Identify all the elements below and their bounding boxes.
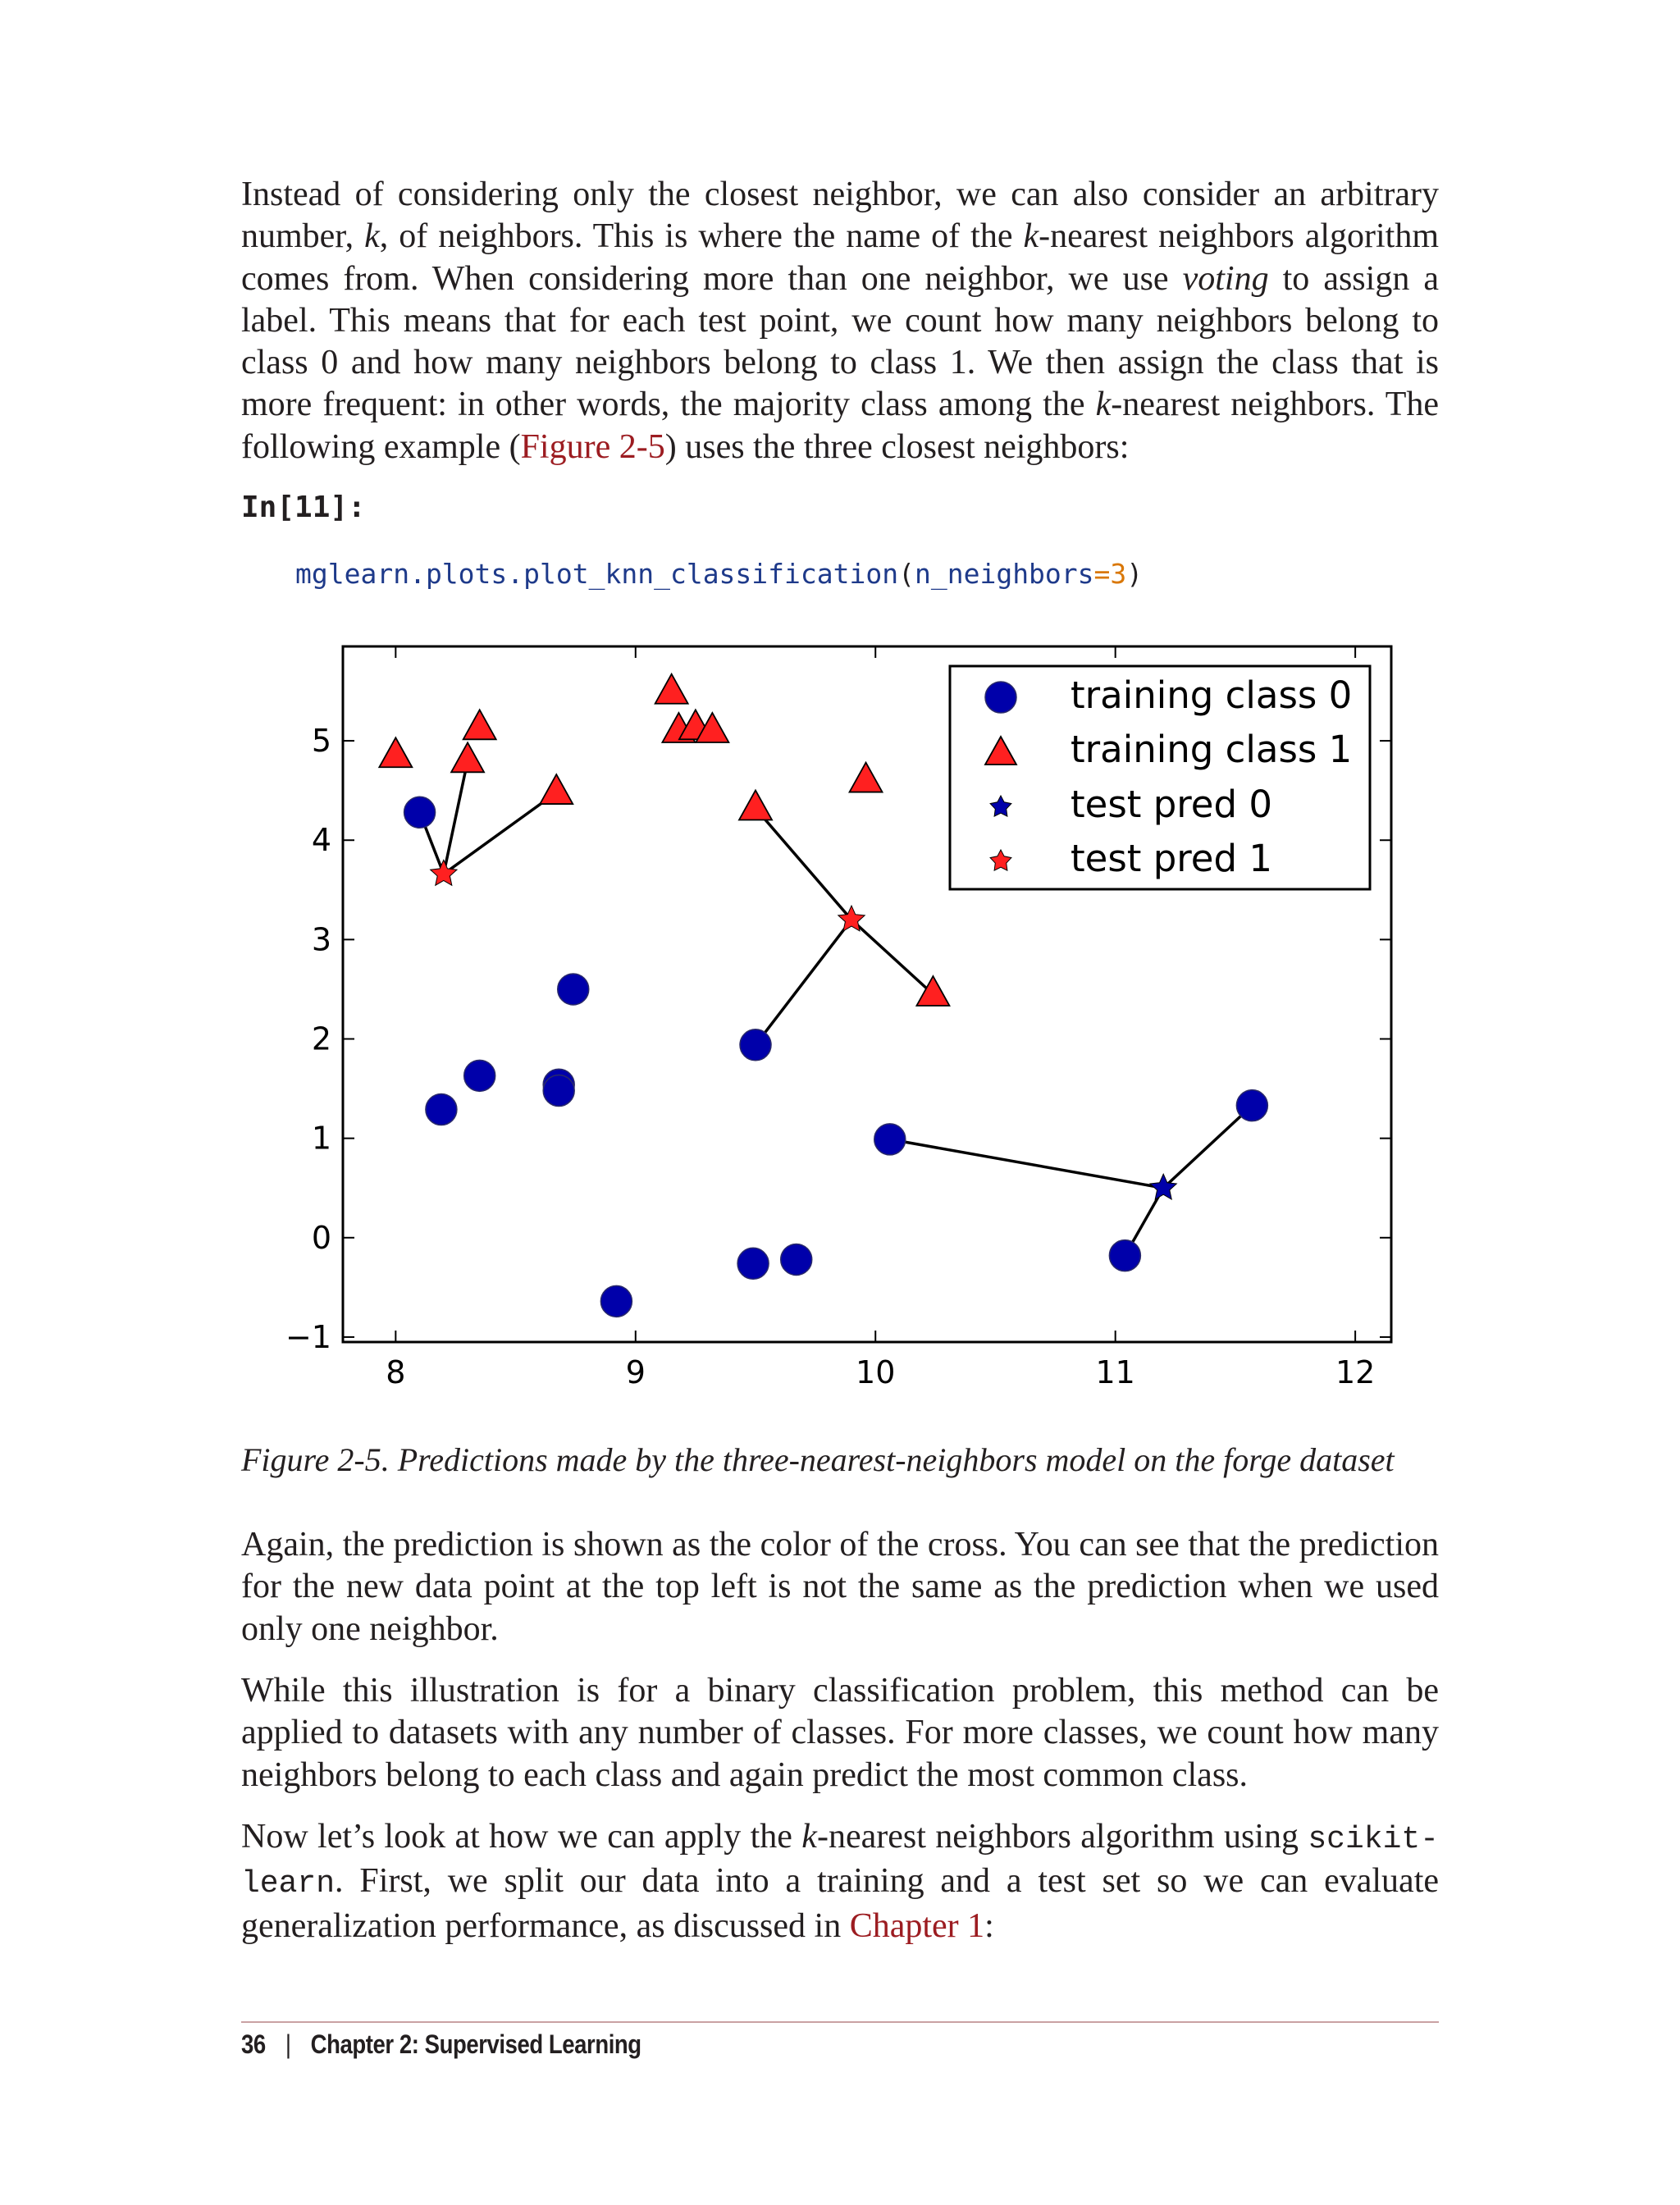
- y-tick-label: 1: [311, 1120, 331, 1157]
- training-class0-point: [1109, 1240, 1140, 1271]
- x-tick-label: 12: [1335, 1354, 1376, 1390]
- paragraph-again: Again, the prediction is shown as the color of the cross. You can see that the prediction for the new data point at the top left is not the same as the prediction when we used only one neighbor.: [241, 1526, 1439, 1648]
- legend-label-pred1: test pred 1: [1071, 837, 1272, 880]
- knn-scatter-chart: [279, 640, 1411, 1403]
- legend-label-class1: training class 1: [1071, 728, 1353, 771]
- paragraph-scikit: Now let’s look at how we can apply the k-nearest neighbors algorithm using scikit-learn. First, we split our data into a training and a test set so we can evaluate generalization performance, as discussed in Chapter 1:: [241, 1818, 1439, 1945]
- running-chapter-title: Chapter 2: Supervised Learning: [310, 2029, 641, 2059]
- training-class0-point: [874, 1124, 906, 1155]
- x-tick-label: 9: [625, 1354, 646, 1390]
- code-line: mglearn.plots.plot_knn_classification(n_neighbors=3): [295, 558, 1144, 590]
- training-class0-point: [740, 1029, 771, 1061]
- training-class0-point: [543, 1075, 574, 1107]
- training-class0-point: [558, 974, 589, 1005]
- y-tick-label: 2: [311, 1020, 331, 1057]
- training-class0-point: [426, 1094, 457, 1125]
- legend-marker-class0: [985, 682, 1016, 713]
- training-class0-point: [464, 1060, 495, 1091]
- chart-legend: [950, 666, 1370, 889]
- chapter-1-link[interactable]: Chapter 1: [849, 1906, 985, 1945]
- y-tick-label: −1: [285, 1318, 331, 1355]
- training-class0-point: [600, 1285, 632, 1317]
- y-tick-label: 5: [311, 723, 331, 760]
- footer-rule: [241, 2021, 1439, 2023]
- y-tick-label: 3: [311, 921, 331, 958]
- figure-caption: Figure 2-5. Predictions made by the three-nearest-neighbors model on the forge dataset: [241, 1441, 1395, 1478]
- y-tick-label: 0: [311, 1219, 331, 1256]
- figure-2-5-link[interactable]: Figure 2-5: [520, 427, 665, 466]
- x-tick-label: 11: [1095, 1354, 1135, 1390]
- legend-label-pred0: test pred 0: [1071, 783, 1272, 826]
- footer-separator: |: [285, 2029, 291, 2059]
- training-class0-point: [781, 1244, 812, 1275]
- code-cell-prompt: In[11]:: [241, 491, 366, 524]
- training-class0-point: [404, 797, 436, 828]
- legend-label-class0: training class 0: [1071, 673, 1353, 717]
- y-tick-label: 4: [311, 822, 331, 859]
- page-number: 36: [241, 2029, 266, 2059]
- intro-paragraph: Instead of considering only the closest neighbor, we can also consider an arbitrary number, k, of neighbors. This is where the name of the k-nearest neighbors algorithm comes from. When considering more than one neighbor, we use voting to assign a label. This means that for each test point, we count how many neighbors belong to class 0 and how many neighbors belong to class 1. We then assign the class that is more frequent: in other words, the majority class among the k-nearest neighbors. The following example (Figure 2-5) uses the three closest neighbors:: [241, 176, 1439, 466]
- x-tick-label: 8: [386, 1354, 406, 1390]
- x-tick-label: 10: [856, 1354, 896, 1390]
- page-footer: [241, 2029, 641, 2060]
- training-class0-point: [1236, 1090, 1267, 1121]
- paragraph-binary: While this illustration is for a binary classification problem, this method can be applied to datasets with any number of classes. For more classes, we count how many neighbors belong to each class and again predict the most common class.: [241, 1672, 1439, 1794]
- training-class0-point: [737, 1248, 769, 1279]
